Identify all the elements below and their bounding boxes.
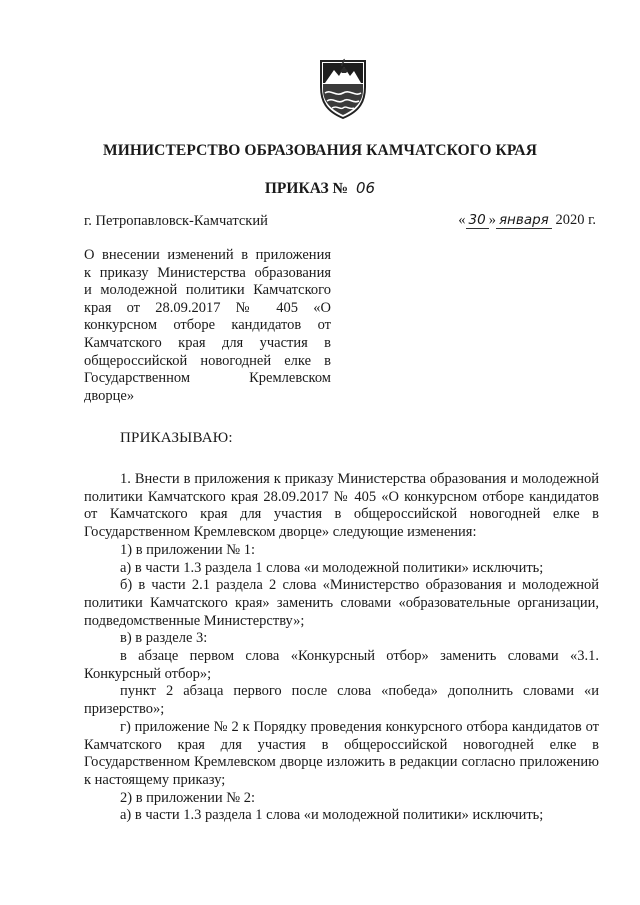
body-paragraph: а) в части 1.3 раздела 1 слова «и молодежной политики» исключить; [120,559,544,576]
body-paragraph: а) в части 1.3 раздела 1 слова «и молодежной политики» исключить; [120,807,544,824]
subject-line: общероссийской новогодней елке в [84,352,331,369]
body-paragraph: г) приложение № 2 к Порядку проведения конкурсного отбора кандидатов от Камчатского края для участия в общероссийской новогодней елке в Государственном Кремлевском дворце изложить в редакции согласно приложению к настоящему приказу; [84,718,599,788]
subject-line: О внесении изменений в приложения [84,247,331,263]
date-open-quote: « [458,212,466,228]
body-paragraph: б) в части 2.1 раздела 2 слова «Министерство образования и молодежной политики Камчатского края» заменить словами «образовательные организации, подведомственные Министерству»; [84,577,599,629]
date-day: 30 [466,212,489,229]
body-paragraph: пункт 2 абзаца первого после слова «победа» дополнить словами «и призерство»; [84,683,599,718]
kamchatka-coat-of-arms-icon [318,57,368,121]
order-heading [0,179,640,198]
body-paragraph: в абзаце первом слова «Конкурсный отбор» заменить словами «3.1. Конкурсный отбор»; [84,648,599,682]
subject-line: к приказу Министерства образования [84,264,331,281]
body-paragraph: в) в разделе 3: [120,630,208,647]
order-body [84,471,599,825]
body-paragraph: 1) в приложении № 1: [120,541,255,558]
subject-line: края от 28.09.2017 № 405 «О [84,299,331,316]
subject-line: Государственном Кремлевском [84,370,331,387]
order-subject [84,247,331,405]
subject-line: Камчатского края для участия в [84,334,331,351]
order-date [458,212,596,229]
date-month: января [496,212,552,229]
order-number: 06 [356,179,376,197]
body-paragraph: 2) в приложении № 2: [120,789,255,806]
subject-line: дворце» [84,387,135,404]
body-paragraph: 1. Внести в приложения к приказу Министерства образования и молодежной политики Камчатского края 28.09.2017 № 405 «О конкурсном отборе кандидатов от Камчатского края для участия в общероссийской новогодней елке в Государственном Кремлевском дворце» следующие изменения: [84,471,599,541]
subject-line: конкурсном отборе кандидатов от [84,317,331,334]
ministry-title: МИНИСТЕРСТВО ОБРАЗОВАНИЯ КАМЧАТСКОГО КРАЯ [102,142,538,159]
date-year: 2020 г. [555,212,596,228]
order-label: ПРИКАЗ № [264,180,349,197]
city-line: г. Петропавловск-Камчатский [84,213,268,229]
date-close-quote: » [488,212,496,228]
subject-line: и молодежной политики Камчатского [84,282,331,299]
directive-heading: ПРИКАЗЫВАЮ: [120,430,233,446]
